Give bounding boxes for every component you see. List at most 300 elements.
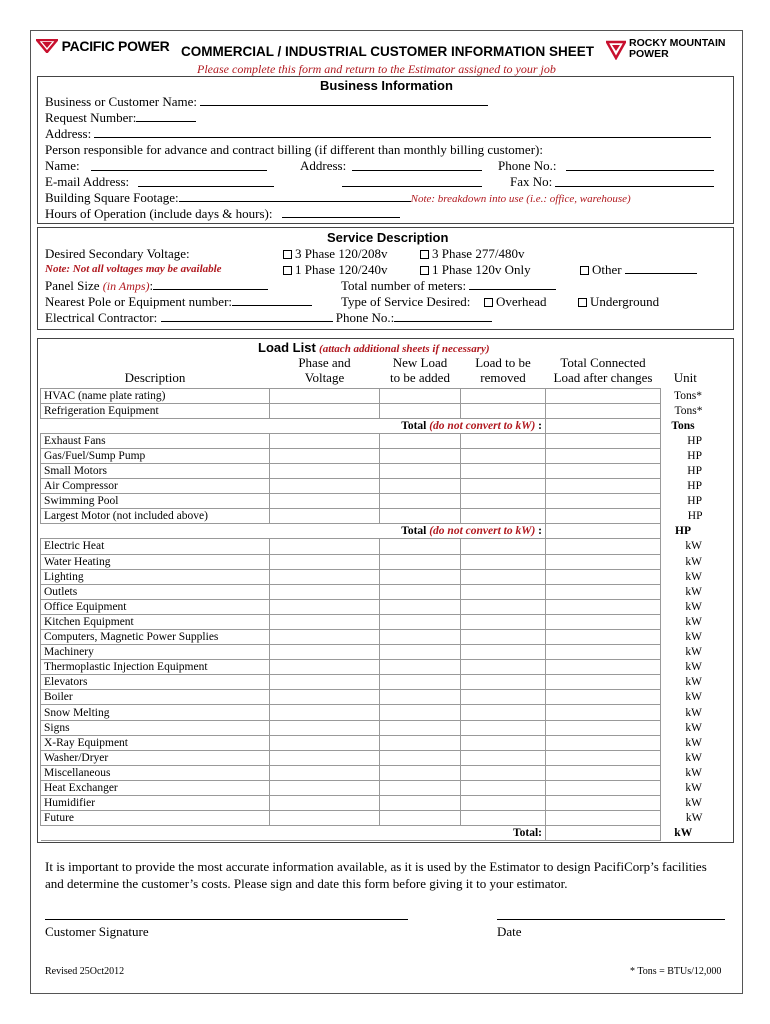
row-removed-cell[interactable]: [461, 509, 546, 524]
total-label-text: Total: [401, 419, 427, 432]
row-description: Snow Melting: [41, 705, 270, 720]
table-row: [41, 599, 711, 614]
opt-3ph-277-480[interactable]: [420, 246, 524, 262]
hours-label: Hours of Operation (include days & hours):: [45, 206, 273, 221]
row-phase-voltage-cell[interactable]: [270, 539, 380, 554]
row-phase-voltage-cell[interactable]: [270, 630, 380, 645]
row-new-load-cell[interactable]: [380, 569, 461, 584]
row-unit: kW: [685, 751, 702, 764]
address-row: [45, 126, 711, 142]
table-row: [41, 479, 711, 494]
form-title: COMMERCIAL / INDUSTRIAL CUSTOMER INFORMATION SHEET: [181, 44, 595, 59]
row-new-load-cell[interactable]: [380, 509, 461, 524]
opt-3ph-277-480-label: 3 Phase 277/480v: [432, 246, 525, 261]
date-label: Date: [497, 924, 522, 939]
row-removed-cell[interactable]: [461, 448, 546, 463]
row-removed-cell[interactable]: [461, 645, 546, 660]
table-row: [41, 735, 711, 750]
row-unit: kW: [685, 661, 702, 674]
email-label: E-mail Address:: [45, 174, 130, 189]
table-row: [41, 675, 711, 690]
row-unit: kW: [685, 631, 702, 644]
row-removed-cell[interactable]: [461, 569, 546, 584]
address-label: Address:: [45, 126, 92, 141]
row-phase-voltage-cell[interactable]: [270, 554, 380, 569]
row-description: Refrigeration Equipment: [41, 403, 270, 418]
row-new-load-cell[interactable]: [380, 690, 461, 705]
opt-1ph-120[interactable]: [420, 262, 531, 278]
revised-date: Revised 25Oct2012: [45, 966, 125, 977]
checkbox-1ph-120[interactable]: [420, 266, 429, 275]
row-unit: Tons*: [674, 404, 703, 417]
customer-name-row: [45, 94, 488, 110]
table-row: [41, 554, 711, 569]
row-phase-voltage-cell[interactable]: [270, 735, 380, 750]
row-unit: kW: [685, 540, 702, 553]
row-unit: kW: [685, 646, 702, 659]
row-unit: kW: [685, 706, 702, 719]
row-new-load-cell[interactable]: [380, 448, 461, 463]
row-new-load-cell[interactable]: [380, 660, 461, 675]
row-unit: HP: [687, 434, 702, 447]
row-unit: HP: [687, 480, 702, 493]
total-value-cell[interactable]: [546, 418, 661, 433]
billing-note: Person responsible for advance and contract billing (if different than monthly billing customer):: [45, 142, 543, 157]
table-row: [41, 750, 711, 765]
row-phase-voltage-cell[interactable]: [270, 750, 380, 765]
row-new-load-cell[interactable]: [380, 614, 461, 629]
row-description: Lighting: [41, 569, 270, 584]
total-row: [41, 524, 711, 539]
row-new-load-cell[interactable]: [380, 705, 461, 720]
square-footage-note: Note: breakdown into use (i.e.: office, warehouse): [410, 193, 631, 205]
row-total-connected-cell[interactable]: [546, 705, 661, 720]
row-total-connected-cell[interactable]: [546, 630, 661, 645]
table-row: [41, 584, 711, 599]
total-value-cell[interactable]: [546, 524, 661, 539]
row-description: Heat Exchanger: [41, 780, 270, 795]
row-removed-cell[interactable]: [461, 796, 546, 811]
row-total-connected-cell[interactable]: [546, 690, 661, 705]
row-new-load-cell[interactable]: [380, 463, 461, 478]
request-number-field[interactable]: [136, 110, 196, 122]
table-row: [41, 780, 711, 795]
row-unit: kW: [685, 766, 702, 779]
row-unit: kW: [685, 570, 702, 583]
row-new-load-cell[interactable]: [380, 675, 461, 690]
pole-row: [45, 294, 312, 310]
row-unit: kW: [685, 615, 702, 628]
row-description: Water Heating: [41, 554, 270, 569]
row-phase-voltage-cell[interactable]: [270, 811, 380, 826]
row-new-load-cell[interactable]: [380, 720, 461, 735]
row-new-load-cell[interactable]: [380, 645, 461, 660]
row-total-connected-cell[interactable]: [546, 796, 661, 811]
fax-label: Fax No:: [510, 174, 553, 189]
row-phase-voltage-cell[interactable]: [270, 388, 380, 403]
row-removed-cell[interactable]: [461, 599, 546, 614]
table-row: [41, 765, 711, 780]
square-footage-label: Building Square Footage:: [45, 190, 179, 205]
total-row: [41, 826, 711, 841]
final-total-label: Total:: [513, 827, 542, 840]
row-removed-cell[interactable]: [461, 630, 546, 645]
row-phase-voltage-cell[interactable]: [270, 448, 380, 463]
total-unit: HP: [675, 525, 691, 538]
row-phase-voltage-cell[interactable]: [270, 584, 380, 599]
billing-name-field[interactable]: [91, 159, 267, 171]
date-line: [497, 919, 725, 920]
row-phase-voltage-cell[interactable]: [270, 433, 380, 448]
row-description: Future: [41, 811, 270, 826]
billing-phone-label: Phone No.:: [498, 158, 557, 173]
row-description: Computers, Magnetic Power Supplies: [41, 630, 270, 645]
row-new-load-cell[interactable]: [380, 494, 461, 509]
row-phase-voltage-cell[interactable]: [270, 675, 380, 690]
row-removed-cell[interactable]: [461, 690, 546, 705]
customer-name-field[interactable]: [200, 94, 488, 106]
row-description: Exhaust Fans: [41, 433, 270, 448]
opt-3ph-120-208[interactable]: [283, 246, 387, 262]
footer-notice: It is important to provide the most accurate information available, as it is used by the Estimator to design PacifiCorp’s facilities and determine the customer’s costs. Please sign and date this form before giving it to your estimator.: [45, 859, 707, 891]
rocky-mountain-line2: POWER: [629, 48, 669, 60]
checkbox-1ph-120-240[interactable]: [283, 266, 292, 275]
row-new-load-cell[interactable]: [380, 765, 461, 780]
row-removed-cell[interactable]: [461, 811, 546, 826]
row-removed-cell[interactable]: [461, 614, 546, 629]
row-phase-voltage-cell[interactable]: [270, 509, 380, 524]
contractor-phone-label: Phone No.:: [335, 310, 395, 325]
table-row: [41, 539, 711, 554]
row-new-load-cell[interactable]: [380, 735, 461, 750]
total-colon: :: [538, 525, 542, 538]
total-colon: :: [538, 419, 542, 432]
row-unit: kW: [685, 691, 702, 704]
row-removed-cell[interactable]: [461, 660, 546, 675]
billing-address-field[interactable]: [352, 159, 482, 171]
row-total-connected-cell[interactable]: [546, 675, 661, 690]
row-unit: kW: [685, 736, 702, 749]
service-description-heading: Service Description: [327, 230, 449, 245]
col-load-removed: Load to be removed: [475, 354, 531, 385]
hours-field[interactable]: [282, 206, 400, 218]
row-removed-cell[interactable]: [461, 705, 546, 720]
table-row: [41, 796, 711, 811]
address-field[interactable]: [94, 126, 711, 138]
table-row: [41, 463, 711, 478]
row-phase-voltage-cell[interactable]: [270, 780, 380, 795]
row-new-load-cell[interactable]: [380, 630, 461, 645]
table-row: [41, 660, 711, 675]
row-removed-cell[interactable]: [461, 720, 546, 735]
contractor-row: [45, 310, 492, 326]
row-total-connected-cell[interactable]: [546, 584, 661, 599]
col-unit: Unit: [673, 370, 697, 385]
row-total-connected-cell[interactable]: [546, 509, 661, 524]
row-phase-voltage-cell[interactable]: [270, 479, 380, 494]
contractor-field[interactable]: [161, 310, 333, 322]
row-removed-cell[interactable]: [461, 584, 546, 599]
row-unit: kW: [685, 585, 702, 598]
row-total-connected-cell[interactable]: [546, 403, 661, 418]
total-spacer: [41, 524, 270, 539]
meters-field[interactable]: [469, 278, 556, 290]
row-total-connected-cell[interactable]: [546, 463, 661, 478]
row-description: Boiler: [41, 690, 270, 705]
row-phase-voltage-cell[interactable]: [270, 660, 380, 675]
tons-note: * Tons = BTUs/12,000: [630, 966, 722, 977]
meters-label: Total number of meters:: [341, 278, 467, 293]
row-description: Kitchen Equipment: [41, 614, 270, 629]
checkbox-underground[interactable]: [578, 298, 587, 307]
row-new-load-cell[interactable]: [380, 403, 461, 418]
billing-address-label: Address:: [300, 158, 347, 173]
row-description: HVAC (name plate rating): [41, 388, 270, 403]
row-phase-voltage-cell[interactable]: [270, 463, 380, 478]
row-removed-cell[interactable]: [461, 780, 546, 795]
row-new-load-cell[interactable]: [380, 584, 461, 599]
row-unit: HP: [687, 510, 703, 523]
business-info-heading: Business Information: [320, 78, 453, 93]
row-phase-voltage-cell[interactable]: [270, 720, 380, 735]
voltage-note: Note: Not all voltages may be available: [45, 263, 222, 275]
row-unit: kW: [685, 600, 702, 613]
row-phase-voltage-cell[interactable]: [270, 765, 380, 780]
row-new-load-cell[interactable]: [380, 388, 461, 403]
load-list-heading: Load List: [258, 340, 316, 355]
pacific-power-logo-icon: [36, 39, 58, 53]
table-row: [41, 388, 711, 403]
other-voltage-field[interactable]: [625, 262, 697, 274]
contractor-label: Electrical Contractor:: [45, 310, 158, 325]
total-note: (do not convert to kW): [429, 525, 536, 538]
row-total-connected-cell[interactable]: [546, 811, 661, 826]
panel-size-field[interactable]: [153, 278, 268, 290]
opt-overhead[interactable]: [484, 294, 547, 310]
row-description: Gas/Fuel/Sump Pump: [41, 448, 270, 463]
row-total-connected-cell[interactable]: [546, 750, 661, 765]
total-label: [270, 418, 546, 433]
checkbox-overhead[interactable]: [484, 298, 493, 307]
row-total-connected-cell[interactable]: [546, 433, 661, 448]
row-removed-cell[interactable]: [461, 765, 546, 780]
row-phase-voltage-cell[interactable]: [270, 705, 380, 720]
table-row: [41, 720, 711, 735]
email-field[interactable]: [138, 175, 274, 187]
row-total-connected-cell[interactable]: [546, 554, 661, 569]
row-total-connected-cell[interactable]: [546, 660, 661, 675]
row-new-load-cell[interactable]: [380, 599, 461, 614]
row-total-connected-cell[interactable]: [546, 614, 661, 629]
checkbox-other[interactable]: [580, 266, 589, 275]
row-description: Air Compressor: [41, 479, 270, 494]
contractor-phone-field[interactable]: [394, 310, 492, 322]
row-total-connected-cell[interactable]: [546, 780, 661, 795]
rocky-mountain-line1: ROCKY MOUNTAIN: [629, 37, 726, 49]
row-unit: HP: [687, 449, 702, 462]
total-unit: Tons: [671, 419, 695, 432]
row-removed-cell[interactable]: [461, 479, 546, 494]
row-phase-voltage-cell[interactable]: [270, 645, 380, 660]
row-total-connected-cell[interactable]: [546, 539, 661, 554]
col-new-load: New Load to be added: [390, 354, 450, 385]
row-removed-cell[interactable]: [461, 750, 546, 765]
row-unit: kW: [685, 781, 702, 794]
total-row: [41, 418, 711, 433]
row-description: Small Motors: [41, 463, 270, 478]
row-total-connected-cell[interactable]: [546, 735, 661, 750]
request-number-label: Request Number:: [45, 110, 137, 125]
col-description: Description: [124, 369, 186, 385]
load-list-heading-note: (attach additional sheets if necessary): [319, 343, 490, 355]
total-unit: kW: [674, 827, 693, 840]
row-new-load-cell[interactable]: [380, 539, 461, 554]
table-row: [41, 690, 711, 705]
row-description: Humidifier: [41, 796, 270, 811]
request-number-row: [45, 110, 196, 126]
opt-underground[interactable]: [578, 294, 659, 310]
row-total-connected-cell[interactable]: [546, 645, 661, 660]
total-label: [270, 524, 546, 539]
row-total-connected-cell[interactable]: [546, 494, 661, 509]
row-description: Elevators: [41, 675, 270, 690]
billing-name-label: Name:: [45, 158, 80, 173]
total-label: [270, 826, 546, 841]
row-new-load-cell[interactable]: [380, 554, 461, 569]
row-description: Machinery: [41, 645, 270, 660]
panel-size-row: Panel Size (in Amps):: [45, 278, 268, 294]
row-total-connected-cell[interactable]: [546, 720, 661, 735]
panel-size-unit: (in Amps): [102, 279, 150, 293]
row-description: Outlets: [41, 584, 270, 599]
checkbox-3ph-120-208[interactable]: [283, 250, 292, 259]
table-row: [41, 569, 711, 584]
row-removed-cell[interactable]: [461, 463, 546, 478]
row-phase-voltage-cell[interactable]: [270, 403, 380, 418]
pole-label: Nearest Pole or Equipment number:: [45, 294, 233, 309]
row-phase-voltage-cell[interactable]: [270, 494, 380, 509]
total-value-cell[interactable]: [546, 826, 661, 841]
row-description: X-Ray Equipment: [41, 735, 270, 750]
hours-row: [45, 206, 400, 222]
table-row: [41, 811, 711, 826]
col-total-connected: Total Connected Load after changes: [553, 354, 653, 385]
form-instruction: Please complete this form and return to the Estimator assigned to your job: [197, 62, 556, 76]
pole-field[interactable]: [232, 294, 312, 306]
row-description: Signs: [41, 720, 270, 735]
pacific-power-logo: [36, 38, 169, 54]
row-removed-cell[interactable]: [461, 494, 546, 509]
total-note: (do not convert to kW): [429, 419, 536, 432]
table-row: [41, 614, 711, 629]
row-description: Largest Motor (not included above): [41, 509, 270, 524]
row-unit: Tons*: [674, 389, 702, 402]
service-type-label: Type of Service Desired:: [341, 294, 471, 309]
row-new-load-cell[interactable]: [380, 433, 461, 448]
row-phase-voltage-cell[interactable]: [270, 599, 380, 614]
row-description: Washer/Dryer: [41, 750, 270, 765]
table-row: [41, 645, 711, 660]
panel-size-label: Panel Size: [45, 278, 100, 293]
row-total-connected-cell[interactable]: [546, 765, 661, 780]
row-new-load-cell[interactable]: [380, 479, 461, 494]
row-removed-cell[interactable]: [461, 735, 546, 750]
load-list-header-row: [41, 353, 711, 388]
opt-1ph-120-240-label: 1 Phase 120/240v: [295, 262, 388, 277]
row-removed-cell[interactable]: [461, 433, 546, 448]
row-description: Miscellaneous: [41, 765, 270, 780]
row-removed-cell[interactable]: [461, 388, 546, 403]
row-total-connected-cell[interactable]: [546, 448, 661, 463]
row-new-load-cell[interactable]: [380, 811, 461, 826]
customer-name-label: Business or Customer Name:: [45, 94, 198, 109]
signature-label: Customer Signature: [45, 924, 149, 939]
row-new-load-cell[interactable]: [380, 796, 461, 811]
table-row: [41, 509, 711, 524]
row-description: Thermoplastic Injection Equipment: [41, 660, 270, 675]
row-phase-voltage-cell[interactable]: [270, 796, 380, 811]
opt-3ph-120-208-label: 3 Phase 120/208v: [295, 246, 388, 261]
row-phase-voltage-cell[interactable]: [270, 614, 380, 629]
load-list-table: [40, 353, 711, 841]
col-phase-voltage: Phase and Voltage: [298, 354, 351, 385]
billing-phone-field[interactable]: [566, 159, 714, 171]
total-spacer: [41, 826, 270, 841]
row-phase-voltage-cell[interactable]: [270, 569, 380, 584]
row-unit: HP: [687, 465, 702, 478]
row-description: Swimming Pool: [41, 494, 270, 509]
row-description: Office Equipment: [41, 599, 270, 614]
rocky-mountain-power-logo: [606, 38, 725, 60]
load-list-body: [41, 388, 711, 841]
total-spacer: [41, 418, 270, 433]
fax-field[interactable]: [555, 175, 714, 187]
table-row: [41, 630, 711, 645]
row-unit: kW: [685, 676, 702, 689]
row-total-connected-cell[interactable]: [546, 599, 661, 614]
row-removed-cell[interactable]: [461, 403, 546, 418]
row-unit: kW: [685, 721, 702, 734]
row-new-load-cell[interactable]: [380, 780, 461, 795]
row-total-connected-cell[interactable]: [546, 388, 661, 403]
row-removed-cell[interactable]: [461, 554, 546, 569]
signature-line: [45, 919, 408, 920]
row-unit: HP: [687, 495, 702, 508]
square-footage-field[interactable]: [179, 190, 411, 202]
opt-1ph-120-240[interactable]: [283, 262, 387, 278]
opt-overhead-label: Overhead: [496, 294, 547, 309]
billing-address-field-2[interactable]: [342, 175, 482, 187]
row-total-connected-cell[interactable]: [546, 569, 661, 584]
table-row: [41, 448, 711, 463]
total-label-text: Total: [401, 525, 427, 538]
row-total-connected-cell[interactable]: [546, 479, 661, 494]
meters-row: [341, 278, 556, 294]
checkbox-3ph-277-480[interactable]: [420, 250, 429, 259]
square-footage-row: [45, 190, 631, 206]
opt-other[interactable]: [580, 262, 697, 278]
row-phase-voltage-cell[interactable]: [270, 690, 380, 705]
row-removed-cell[interactable]: [461, 539, 546, 554]
row-description: Electric Heat: [41, 539, 270, 554]
table-row: [41, 494, 711, 509]
opt-other-label: Other: [592, 262, 622, 277]
rocky-mountain-power-logo-icon: [606, 40, 626, 60]
row-new-load-cell[interactable]: [380, 750, 461, 765]
row-unit: kW: [685, 812, 703, 825]
row-removed-cell[interactable]: [461, 675, 546, 690]
row-unit: kW: [685, 555, 702, 568]
